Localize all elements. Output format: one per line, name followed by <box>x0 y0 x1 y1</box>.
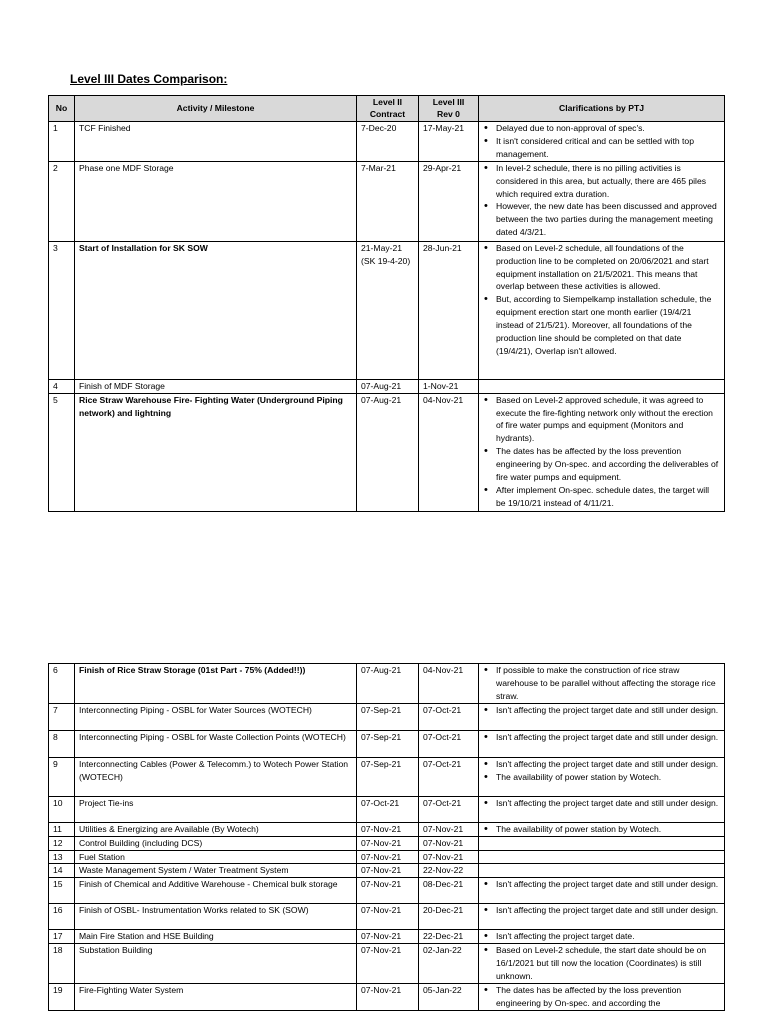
level3-date-cell: 22-Nov-22 <box>419 864 479 878</box>
clarifications-cell <box>479 878 725 904</box>
clarification-item: • Based on Level-2 schedule, the start date should be on 16/1/2021 but till now the location (Coordinates) is still unknown. <box>483 944 720 983</box>
clarifications-cell <box>479 850 725 864</box>
level2-date: 7-Dec-20 <box>361 123 397 133</box>
clarification-item: • Isn't affecting the project target date and still under design. <box>483 731 720 744</box>
clarification-item: • If possible to make the construction of rice straw warehouse to be parallel without affecting the storage rice straw. <box>483 664 720 703</box>
level2-date: 07-Sep-21 <box>361 731 402 742</box>
level2-date: 07-Nov-21 <box>361 851 402 862</box>
level2-date-note: (SK 19-4-20) <box>361 255 411 266</box>
level2-date: 07-Aug-21 <box>361 394 402 405</box>
activity-cell: Finish of OSBL- Instrumentation Works related to SK (SOW) <box>75 904 357 930</box>
clarification-item: • Delayed due to non-approval of spec's. <box>483 122 720 135</box>
level3-date-cell: 04-Nov-21 <box>419 393 479 511</box>
header-level2-line1: Level II <box>372 97 403 107</box>
level2-date: 07-Nov-21 <box>361 931 402 942</box>
row-number: 16 <box>49 904 75 930</box>
page-title: Level III Dates Comparison: <box>70 72 228 86</box>
table-row <box>49 241 725 379</box>
row-number: 14 <box>49 864 75 878</box>
clarifications-cell <box>479 836 725 850</box>
table-header-row <box>49 96 725 122</box>
level2-date: 07-Sep-21 <box>361 704 402 715</box>
row-number: 8 <box>49 730 75 757</box>
dates-comparison-table-1 <box>48 95 725 512</box>
level2-date-cell <box>357 836 419 850</box>
clarification-item: • The dates has be affected by the loss prevention engineering by On-spec. and according the <box>483 984 720 1010</box>
clarification-item: • The availability of power station by Wotech. <box>483 771 720 784</box>
clarifications-list <box>483 758 720 784</box>
clarifications-list <box>483 797 720 810</box>
level2-date-cell <box>357 122 419 162</box>
clarification-item: • It isn't considered critical and can be settled with top management. <box>483 135 720 161</box>
level2-date-cell <box>357 822 419 836</box>
level3-date-cell: 20-Dec-21 <box>419 904 479 930</box>
level2-date: 07-Nov-21 <box>361 865 402 876</box>
clarifications-cell <box>479 703 725 730</box>
clarification-item: • However, the new date has been discussed and approved between the two parties during the management meeting dated 4/3/21. <box>483 200 720 239</box>
level2-date: 07-Nov-21 <box>361 985 402 996</box>
level3-date-cell: 07-Nov-21 <box>419 822 479 836</box>
clarifications-cell <box>479 241 725 379</box>
row-number: 17 <box>49 930 75 944</box>
level2-date: 07-Aug-21 <box>361 665 402 675</box>
activity-cell: Utilities & Energizing are Available (By Wotech) <box>75 822 357 836</box>
level2-date-cell <box>357 730 419 757</box>
clarifications-list <box>483 122 720 161</box>
level2-date-cell <box>357 796 419 822</box>
clarifications-cell <box>479 393 725 511</box>
table-row <box>49 878 725 904</box>
clarification-item: • Isn't affecting the project target date. <box>483 930 720 943</box>
level3-date-cell: 28-Jun-21 <box>419 241 479 379</box>
clarifications-cell <box>479 944 725 984</box>
clarifications-list <box>483 664 720 703</box>
table-row <box>49 930 725 944</box>
clarifications-cell <box>479 730 725 757</box>
clarifications-cell <box>479 379 725 393</box>
clarification-item: • Based on Level-2 approved schedule, it was agreed to execute the fire-fighting network only without the erection of fire water pumps and equipment (Monitors and hydrants). <box>483 394 720 446</box>
dates-comparison-table-2 <box>48 663 725 1011</box>
row-number: 1 <box>49 122 75 162</box>
clarifications-cell <box>479 822 725 836</box>
clarifications-list <box>483 731 720 744</box>
level2-date-cell <box>357 241 419 379</box>
table-row <box>49 944 725 984</box>
level2-date-cell <box>357 379 419 393</box>
clarifications-list <box>483 984 720 1010</box>
row-number: 5 <box>49 393 75 511</box>
clarifications-list <box>483 944 720 983</box>
level2-date-cell <box>357 393 419 511</box>
activity-cell: Finish of Chemical and Additive Warehouse - Chemical bulk storage <box>75 878 357 904</box>
level2-date: 07-Nov-21 <box>361 879 402 890</box>
clarifications-list <box>483 930 720 943</box>
clarification-item: • In level-2 schedule, there is no pilling activities is considered in this area, but actually, there are 465 piles which required extra duration. <box>483 162 720 201</box>
activity-cell: Interconnecting Piping - OSBL for Waste Collection Points (WOTECH) <box>75 730 357 757</box>
activity-cell: Finish of Rice Straw Storage (01st Part - 75% (Added!!)) <box>75 664 357 704</box>
level2-date-cell <box>357 984 419 1011</box>
level3-date-cell: 08-Dec-21 <box>419 878 479 904</box>
header-no: No <box>49 96 75 122</box>
level2-date: 07-Nov-21 <box>361 837 402 848</box>
clarifications-cell <box>479 664 725 704</box>
row-number: 10 <box>49 796 75 822</box>
activity-cell: TCF Finished <box>75 122 357 162</box>
row-number: 18 <box>49 944 75 984</box>
clarifications-cell <box>479 122 725 162</box>
clarification-item: • Based on Level-2 schedule, all foundations of the production line to be completed on 20/06/2021 and start equipment installation on 21/5/2021. This means that overlap between these activities is allowed. <box>483 242 720 294</box>
clarifications-cell <box>479 161 725 241</box>
clarification-item: • The dates has be affected by the loss prevention engineering by On-spec. and according the deliverables of fire water pumps and equipment. <box>483 445 720 484</box>
clarifications-cell <box>479 757 725 796</box>
clarifications-cell <box>479 796 725 822</box>
header-clarifications: Clarifications by PTJ <box>479 96 725 122</box>
level2-date: 07-Aug-21 <box>361 380 402 391</box>
row-number: 4 <box>49 379 75 393</box>
activity-cell: Phase one MDF Storage <box>75 161 357 241</box>
level3-date-cell: 22-Dec-21 <box>419 930 479 944</box>
header-level2-line2: Contract <box>369 108 406 119</box>
clarification-item: • The availability of power station by Wotech. <box>483 823 720 836</box>
row-number: 7 <box>49 703 75 730</box>
level2-date: 21-May-21 <box>361 242 403 253</box>
table-row <box>49 161 725 241</box>
level3-date-cell: 1-Nov-21 <box>419 379 479 393</box>
row-number: 6 <box>49 664 75 704</box>
clarifications-cell <box>479 930 725 944</box>
clarifications-list <box>483 162 720 239</box>
level3-date-cell: 29-Apr-21 <box>419 161 479 241</box>
header-activity: Activity / Milestone <box>75 96 357 122</box>
clarifications-list <box>483 394 720 510</box>
table-row <box>49 664 725 704</box>
clarifications-list <box>483 242 720 358</box>
table-row <box>49 757 725 796</box>
level3-date-cell: 17-May-21 <box>419 122 479 162</box>
level2-date-cell <box>357 864 419 878</box>
table-row <box>49 822 725 836</box>
row-number: 9 <box>49 757 75 796</box>
level2-date: 07-Sep-21 <box>361 758 402 769</box>
table-row <box>49 703 725 730</box>
header-level3-line2: Rev 0 <box>437 108 460 119</box>
table-row <box>49 984 725 1011</box>
clarification-item: • Isn't affecting the project target date and still under design. <box>483 797 720 810</box>
table-row <box>49 864 725 878</box>
activity-cell: Fuel Station <box>75 850 357 864</box>
clarification-item: • Isn't affecting the project target date and still under design. <box>483 904 720 917</box>
clarification-item: • Isn't affecting the project target date and still under design. <box>483 878 720 891</box>
clarification-item: • Isn't affecting the project target date and still under design. <box>483 704 720 717</box>
table-row <box>49 379 725 393</box>
header-level2 <box>357 96 419 122</box>
activity-cell: Interconnecting Cables (Power & Telecomm.) to Wotech Power Station (WOTECH) <box>75 757 357 796</box>
table-row <box>49 796 725 822</box>
row-number: 2 <box>49 161 75 241</box>
clarification-item: • But, according to Siempelkamp installation schedule, the equipment erection start one month earlier (19/4/21 instead of 21/5/21). Moreover, all foundations of the production line should be completed on that date (19/4/21), Overlap isn't allowed. <box>483 293 720 358</box>
header-level3-line1: Level III <box>432 97 465 107</box>
level3-date-cell: 07-Oct-21 <box>419 757 479 796</box>
clarifications-list <box>483 704 720 717</box>
activity-cell: Main Fire Station and HSE Building <box>75 930 357 944</box>
level3-date-cell: 05-Jan-22 <box>419 984 479 1011</box>
activity-cell: Rice Straw Warehouse Fire- Fighting Water (Underground Piping network) and lightning <box>75 393 357 511</box>
clarification-item: • After implement On-spec. schedule dates, the target will be 19/10/21 instead of 4/11/21. <box>483 484 720 510</box>
table-row <box>49 904 725 930</box>
level2-date-cell <box>357 904 419 930</box>
table-row <box>49 850 725 864</box>
level2-date-cell <box>357 944 419 984</box>
level2-date-cell <box>357 664 419 704</box>
level3-date-cell: 07-Oct-21 <box>419 703 479 730</box>
row-number: 15 <box>49 878 75 904</box>
level2-date-cell <box>357 930 419 944</box>
level2-date: 07-Nov-21 <box>361 945 402 956</box>
activity-cell: Project Tie-ins <box>75 796 357 822</box>
header-level3 <box>419 96 479 122</box>
clarifications-cell <box>479 904 725 930</box>
row-number: 19 <box>49 984 75 1011</box>
level2-date: 07-Nov-21 <box>361 823 402 834</box>
level3-date-cell: 07-Oct-21 <box>419 730 479 757</box>
level2-date-cell <box>357 161 419 241</box>
level2-date: 07-Nov-21 <box>361 905 402 916</box>
table-row <box>49 393 725 511</box>
row-number: 12 <box>49 836 75 850</box>
level3-date-cell: 02-Jan-22 <box>419 944 479 984</box>
table-row <box>49 836 725 850</box>
activity-cell: Substation Building <box>75 944 357 984</box>
activity-cell: Waste Management System / Water Treatment System <box>75 864 357 878</box>
level2-date-cell <box>357 757 419 796</box>
clarifications-list <box>483 823 720 836</box>
table-row <box>49 122 725 162</box>
activity-cell: Start of Installation for SK SOW <box>75 241 357 379</box>
level3-date-cell: 07-Oct-21 <box>419 796 479 822</box>
level2-date-cell <box>357 703 419 730</box>
level2-date-cell <box>357 850 419 864</box>
clarification-item: • Isn't affecting the project target date and still under design. <box>483 758 720 771</box>
table-row <box>49 730 725 757</box>
level3-date-cell: 04-Nov-21 <box>419 664 479 704</box>
clarifications-list <box>483 878 720 891</box>
activity-cell: Interconnecting Piping - OSBL for Water Sources (WOTECH) <box>75 703 357 730</box>
activity-cell: Control Building (including DCS) <box>75 836 357 850</box>
level3-date-cell: 07-Nov-21 <box>419 836 479 850</box>
level2-date: 7-Mar-21 <box>361 162 396 173</box>
row-number: 3 <box>49 241 75 379</box>
level2-date: 07-Oct-21 <box>361 797 400 808</box>
activity-cell: Finish of MDF Storage <box>75 379 357 393</box>
level3-date-cell: 07-Nov-21 <box>419 850 479 864</box>
clarifications-list <box>483 904 720 917</box>
activity-cell: Fire-Fighting Water System <box>75 984 357 1011</box>
clarifications-cell <box>479 864 725 878</box>
level2-date-cell <box>357 878 419 904</box>
row-number: 13 <box>49 850 75 864</box>
row-number: 11 <box>49 822 75 836</box>
clarifications-cell <box>479 984 725 1011</box>
